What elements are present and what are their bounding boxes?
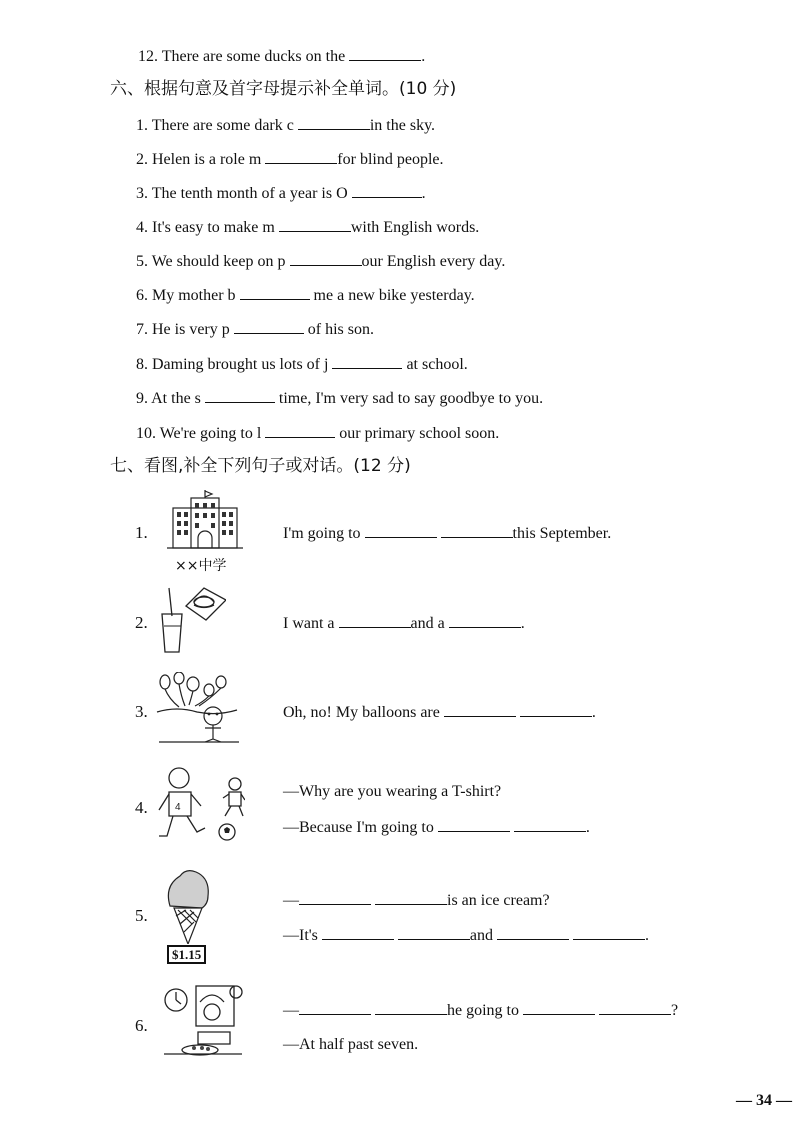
s6-item-5 (136, 251, 505, 272)
item-text-end: at school. (402, 356, 468, 373)
q6-line1 (283, 1000, 678, 1021)
q-text-end: . (591, 704, 596, 721)
q2-number: 2. (135, 613, 148, 632)
drink-and-burger-icon (156, 586, 226, 656)
answer-blank[interactable] (523, 1000, 595, 1015)
q6-line2: —At half past seven. (283, 1036, 419, 1053)
s6-item-3 (136, 183, 426, 204)
item-text-end: time, I'm very sad to say goodbye to you. (274, 390, 544, 407)
answer-blank[interactable] (205, 388, 275, 403)
q-text-end: . (585, 819, 590, 836)
answer-blank[interactable] (573, 925, 645, 940)
boys-playing-football-icon (155, 764, 245, 850)
item-text-end: in the sky. (369, 117, 436, 134)
q4-line2 (283, 817, 590, 838)
q5-number: 5. (135, 906, 148, 925)
item-text: 10. We're going to l (136, 425, 266, 442)
ice-cream-cone-icon (162, 866, 214, 944)
item-text: 7. He is very p (136, 321, 234, 338)
answer-blank[interactable] (520, 702, 592, 717)
answer-blank[interactable] (497, 925, 569, 940)
s6-item-9 (136, 388, 543, 409)
q-text-end: is an ice cream? (447, 892, 550, 909)
answer-blank[interactable] (240, 285, 310, 300)
answer-blank[interactable] (441, 523, 513, 538)
answer-blank[interactable] (514, 817, 586, 832)
answer-blank[interactable] (375, 1000, 447, 1015)
item-text: 9. At the s (136, 390, 205, 407)
item-12-end: . (421, 48, 426, 65)
answer-blank[interactable] (299, 890, 371, 905)
item-text-end: our English every day. (361, 253, 506, 270)
answer-blank[interactable] (438, 817, 510, 832)
q-text-end: . (520, 615, 525, 632)
item-12-text: 12. There are some ducks on the (138, 48, 350, 65)
item-text-end: with English words. (350, 219, 480, 236)
q5-line1 (283, 890, 550, 911)
item-text: 5. We should keep on p (136, 253, 290, 270)
s6-item-1 (136, 115, 435, 136)
answer-blank[interactable] (339, 613, 411, 628)
item-text-end: for blind people. (337, 151, 444, 168)
q5-line2 (283, 925, 649, 946)
answer-blank[interactable] (349, 46, 421, 61)
item-text: 2. Helen is a role m (136, 151, 266, 168)
item-text-end: our primary school soon. (335, 425, 500, 442)
q3-sentence (283, 702, 596, 723)
q6-number: 6. (135, 1016, 148, 1035)
answer-blank[interactable] (444, 702, 516, 717)
item-text-end: me a new bike yesterday. (309, 287, 475, 304)
q4-number: 4. (135, 798, 148, 817)
answer-blank[interactable] (599, 1000, 671, 1015)
answer-blank[interactable] (299, 1000, 371, 1015)
q-text-end: . (645, 927, 649, 944)
price-tag: $1.15 (167, 945, 206, 964)
q-text: — (283, 892, 299, 909)
s6-item-6 (136, 285, 475, 306)
item-text: 4. It's easy to make m (136, 219, 279, 236)
item-text: 1. There are some dark c (136, 117, 298, 134)
q-text-end: ? (671, 1002, 679, 1019)
answer-blank[interactable] (290, 251, 362, 266)
q3-number: 3. (135, 702, 148, 721)
answer-blank[interactable] (265, 423, 335, 438)
clock-and-breakfast-icon (160, 982, 244, 1062)
item-12 (138, 46, 425, 67)
item-text-end: . (421, 185, 426, 202)
answer-blank[interactable] (375, 890, 447, 905)
q2-sentence (283, 613, 525, 634)
school-building-icon (165, 490, 245, 552)
answer-blank[interactable] (322, 925, 394, 940)
answer-blank[interactable] (352, 183, 422, 198)
s6-item-2 (136, 149, 444, 170)
answer-blank[interactable] (332, 354, 402, 369)
svg-text:4: 4 (175, 802, 181, 813)
section7-heading: 七、看图,补全下列句子或对话。(12 分) (110, 456, 411, 476)
q4-line1: —Why are you wearing a T-shirt? (283, 783, 502, 800)
q-text: I want a (283, 615, 339, 632)
item-text-end: of his son. (303, 321, 374, 338)
item-text: 3. The tenth month of a year is O (136, 185, 352, 202)
q-text: —It's (283, 927, 322, 944)
q-text: — (283, 1002, 299, 1019)
answer-blank[interactable] (365, 523, 437, 538)
answer-blank[interactable] (234, 319, 304, 334)
q-text: Oh, no! My balloons are (283, 704, 444, 721)
answer-blank[interactable] (279, 217, 351, 232)
item-text: 6. My mother b (136, 287, 240, 304)
q-text-end: this September. (512, 525, 612, 542)
answer-blank[interactable] (265, 149, 337, 164)
q-text: and a (410, 615, 449, 632)
burst-balloons-icon (155, 672, 241, 748)
answer-blank[interactable] (398, 925, 470, 940)
s6-item-10 (136, 423, 499, 444)
s6-item-8 (136, 354, 468, 375)
answer-blank[interactable] (298, 115, 370, 130)
q-text: he going to (447, 1002, 523, 1019)
q-text: I'm going to (283, 525, 365, 542)
school-caption: ××中学 (175, 558, 227, 574)
s6-item-7 (136, 319, 374, 340)
answer-blank[interactable] (449, 613, 521, 628)
q-text: and (469, 927, 497, 944)
section6-heading: 六、根据句意及首字母提示补全单词。(10 分) (110, 79, 457, 99)
page-number: — 34 — (736, 1092, 792, 1109)
q-text: —Because I'm going to (283, 819, 438, 836)
q1-number: 1. (135, 523, 148, 542)
q1-sentence (283, 523, 611, 544)
s6-item-4 (136, 217, 479, 238)
item-text: 8. Daming brought us lots of j (136, 356, 333, 373)
